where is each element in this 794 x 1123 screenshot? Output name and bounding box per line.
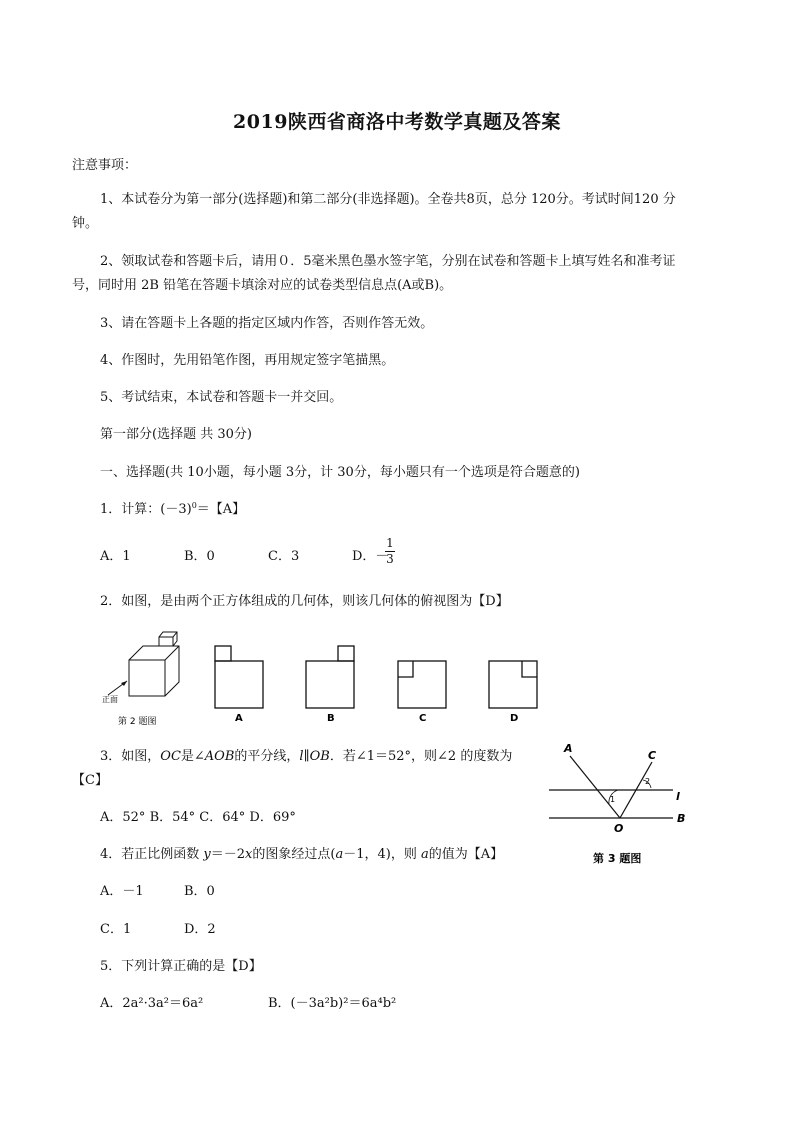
note-1-line-2: 钟。 — [72, 216, 99, 231]
q3-label-b: B — [677, 812, 686, 825]
q4-option-d: D．2 — [184, 922, 216, 937]
q2-front-label: 正面 — [102, 695, 118, 704]
q2-option-d-label: D — [510, 713, 519, 724]
q4-option-b: B．0 — [184, 884, 215, 899]
q3-label-l: l — [676, 790, 680, 803]
note-2-line-1: 2、领取试卷和答题卡后，请用０．5毫米黑色墨水签字笔，分别在试卷和答题卡上填写姓名和准考证 — [100, 254, 676, 269]
q1-option-d: D．－ — [352, 549, 389, 564]
notice-heading: 注意事项： — [72, 158, 138, 173]
q4-option-c: C．1 — [100, 922, 132, 937]
q1-option-b: B．0 — [184, 549, 215, 564]
note-4: 4、作图时，先用铅笔作图，再用规定签字笔描黑。 — [100, 353, 395, 368]
q3-label-o: O — [614, 822, 624, 835]
q1-option-a: A．1 — [100, 549, 131, 564]
q2-stem: 2．如图，是由两个正方体组成的几何体，则该几何体的俯视图为【D】 — [100, 594, 509, 609]
q2-option-a-label: A — [235, 713, 243, 724]
q4-option-a: A．－1 — [100, 884, 144, 899]
part-1-heading: 第一部分(选择题 共 30分) — [100, 427, 252, 442]
note-5: 5、考试结束，本试卷和答题卡一并交回。 — [100, 390, 343, 405]
q3-options: A．52° B．54° C．64° D．69° — [100, 810, 296, 825]
q5-option-a: A．2a²·3a²＝6a² — [100, 996, 204, 1011]
q3-stem: 3．如图，OC是∠AOB的平分线，l∥OB．若∠1＝52°，则∠2 的度数为 — [100, 749, 513, 764]
q5-option-b: B．(－3a²b)²＝6a⁴b² — [268, 996, 397, 1011]
q1-option-c: C．3 — [268, 549, 300, 564]
q1-option-d-fraction: 1 3 — [386, 536, 394, 566]
q2-option-b-label: B — [327, 713, 335, 724]
q3-figure-caption: 第 3 题图 — [593, 852, 642, 865]
q2-option-c-label: C — [419, 713, 427, 724]
q4-stem: 4．若正比例函数 y＝－2x的图象经过点(a－1，4)，则 a的值为【A】 — [100, 847, 504, 862]
q3-label-c: C — [648, 749, 657, 762]
q1-stem: 1．计算：$(-3)^0=$【A】 — [100, 501, 246, 517]
note-2-line-2: 号，同时用 2B 铅笔在答题卡填涂对应的试卷类型信息点(A或B)。 — [72, 278, 453, 293]
page-title: 2019陕西省商洛中考数学真题及答案 — [233, 111, 561, 133]
q3-angle-1-label: 1 — [610, 795, 616, 804]
note-1-line-1: 1、本试卷分为第一部分(选择题)和第二部分(非选择题)。全卷共8页，总分 120分。考试时间120 分 — [100, 192, 676, 207]
ray-oa — [570, 756, 620, 818]
section-1-heading: 一、选择题(共 10小题，每小题 3分，计 30分，每小题只有一个选项是符合题意的) — [100, 465, 580, 480]
q3-angle-2-label: 2 — [645, 777, 651, 786]
q5-stem: 5．下列计算正确的是【D】 — [100, 959, 262, 974]
note-3: 3、请在答题卡上各题的指定区域内作答，否则作答无效。 — [100, 316, 434, 331]
q3-answer: 【C】 — [72, 773, 108, 788]
q3-label-a: A — [564, 742, 573, 755]
q2-figure-caption: 第 2 题图 — [118, 717, 157, 727]
